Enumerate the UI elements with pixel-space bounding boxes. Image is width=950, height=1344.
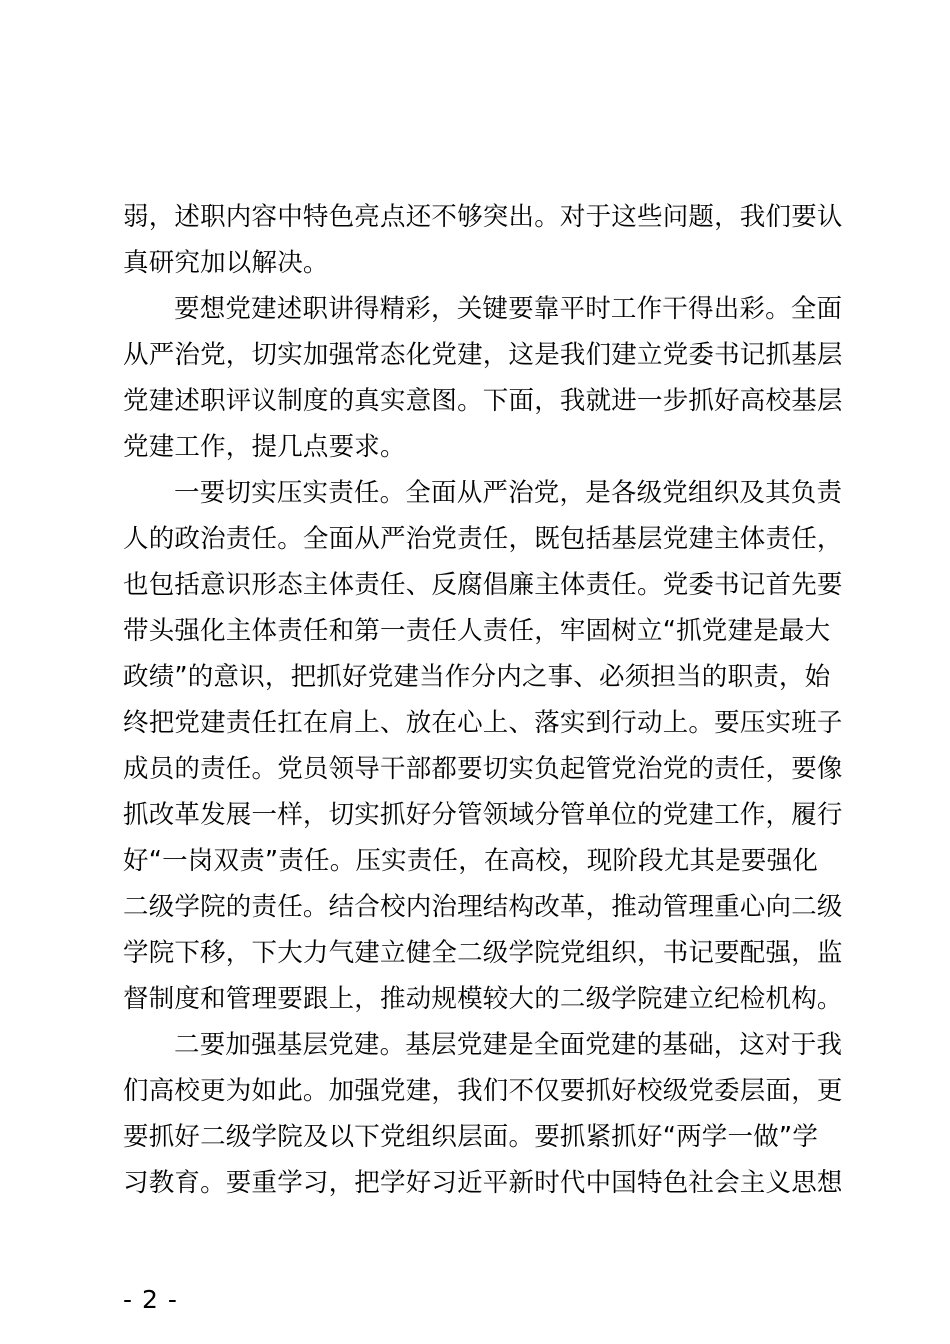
paragraph-3-line-12: 督制度和管理要跟上，推动规模较大的二级学院建立纪检机构。: [123, 984, 843, 1014]
paragraph-3-line-7: 成员的责任。党员领导干部都要切实负起管党治党的责任，要像: [123, 754, 843, 784]
paragraph-1-line-2: 真研究加以解决。: [123, 248, 329, 278]
page-number: - 2 -: [123, 1285, 178, 1314]
paragraph-3-line-4: 带头强化主体责任和第一责任人责任，牢固树立“抓党建是最大: [123, 616, 831, 646]
paragraph-1-line-1: 弱，述职内容中特色亮点还不够突出。对于这些问题，我们要认: [123, 202, 843, 232]
paragraph-3-line-3: 也包括意识形态主体责任、反腐倡廉主体责任。党委书记首先要: [123, 570, 843, 600]
paragraph-3-line-9: 好“一岗双责”责任。压实责任，在高校，现阶段尤其是要强化: [123, 846, 819, 876]
paragraph-3-line-11: 学院下移，下大力气建立健全二级学院党组织，书记要配强，监: [123, 938, 843, 968]
paragraph-2-line-4: 党建工作，提几点要求。: [123, 432, 406, 462]
paragraph-3-line-2: 人的政治责任。全面从严治党责任，既包括基层党建主体责任，: [123, 524, 843, 554]
paragraph-3-line-8: 抓改革发展一样，切实抓好分管领域分管单位的党建工作，履行: [123, 800, 843, 830]
paragraph-3-line-10: 二级学院的责任。结合校内治理结构改革，推动管理重心向二级: [123, 892, 843, 922]
paragraph-2-line-2: 从严治党，切实加强常态化党建，这是我们建立党委书记抓基层: [123, 340, 843, 370]
paragraph-4-line-4: 习教育。要重学习，把学好习近平新时代中国特色社会主义思想: [123, 1168, 843, 1198]
paragraph-4-line-1: 二要加强基层党建。基层党建是全面党建的基础，这对于我: [174, 1030, 843, 1060]
paragraph-3-line-1: 一要切实压实责任。全面从严治党，是各级党组织及其负责: [174, 478, 843, 508]
paragraph-3-line-6: 终把党建责任扛在肩上、放在心上、落实到行动上。要压实班子: [123, 708, 843, 738]
paragraph-4-line-3: 要抓好二级学院及以下党组织层面。要抓紧抓好“两学一做”学: [123, 1122, 819, 1152]
paragraph-2-line-1: 要想党建述职讲得精彩，关键要靠平时工作干得出彩。全面: [174, 294, 843, 324]
paragraph-3-line-5: 政绩”的意识，把抓好党建当作分内之事、必须担当的职责，始: [123, 662, 831, 692]
paragraph-2-line-3: 党建述职评议制度的真实意图。下面，我就进一步抓好高校基层: [123, 386, 843, 416]
paragraph-4-line-2: 们高校更为如此。加强党建，我们不仅要抓好校级党委层面，更: [123, 1076, 843, 1106]
